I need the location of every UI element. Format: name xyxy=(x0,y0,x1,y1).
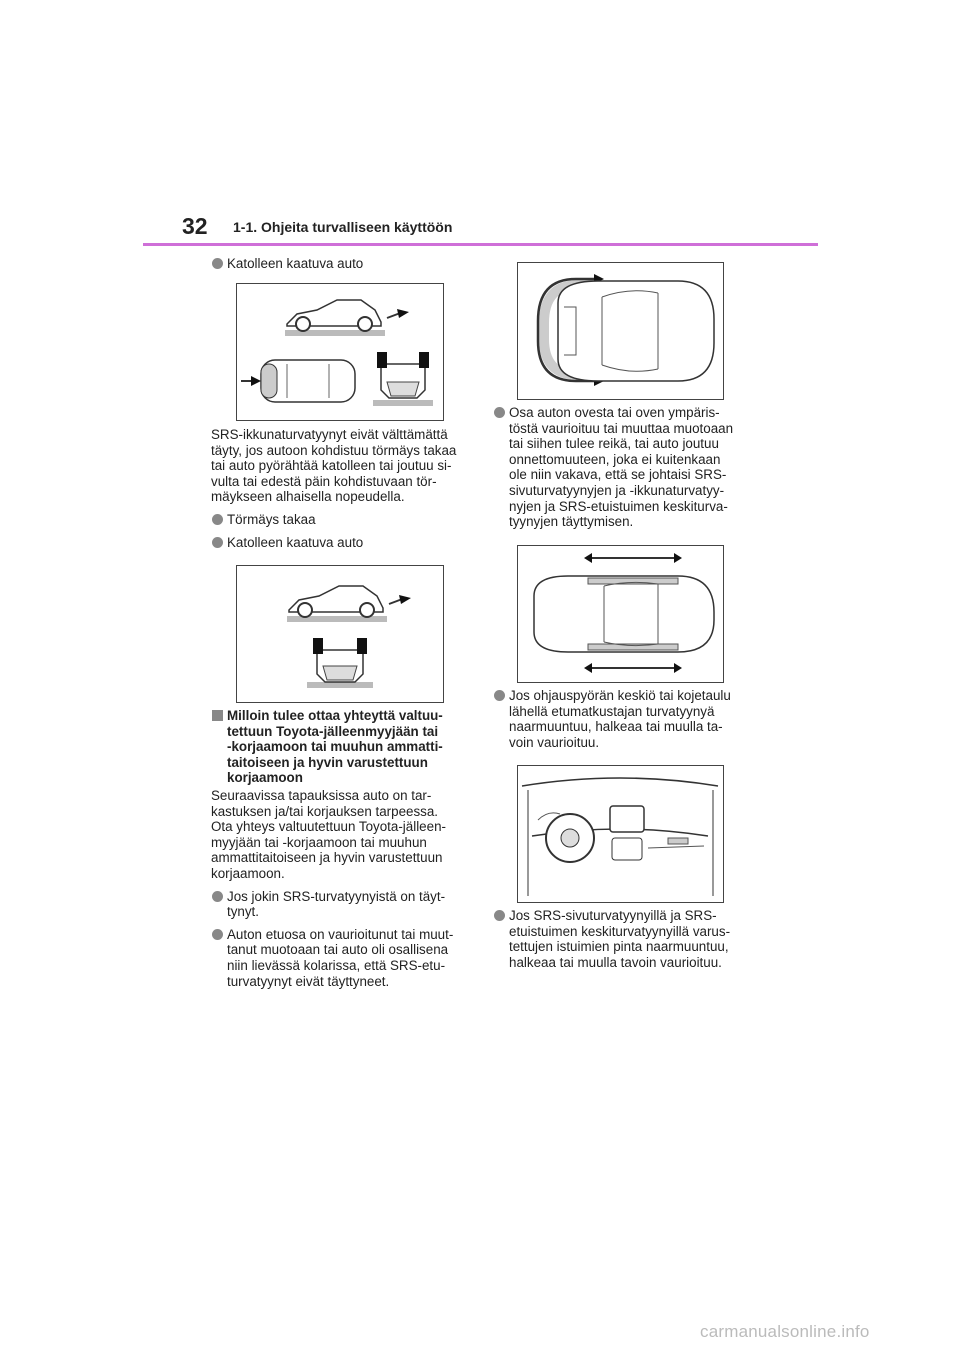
bullet-item: Jos jokin SRS-turvatyynyistä on täyt- tynyt. xyxy=(211,889,471,920)
right-column-top xyxy=(493,405,761,530)
bullet-item: Törmäys takaa xyxy=(211,512,471,528)
right-column-mid xyxy=(493,688,761,750)
bullet-item: Katolleen kaatuva auto xyxy=(211,535,471,551)
bullet-item: Jos SRS-sivuturvatyynyillä ja SRS- etuistuimen keskiturvatyynyillä varus- tettujen istuimien pinta naarmuuntuu, halkeaa tai muulla tavoin vaurioituu. xyxy=(493,908,761,970)
paragraph-srs-window: SRS-ikkunaturvatyynyt eivät välttämättä täyty, jos autoon kohdistuu törmäys takaa tai auto pyörähtää katolleen tai joutuu si- vulta tai edestä päin kohdistuvaan tör- mäykseen alhaisella nopeudella. xyxy=(211,427,457,505)
right-column-bottom xyxy=(493,908,761,970)
paragraph-service: Seuraavissa tapauksissa auto on tar- kastuksen ja/tai korjauksen tarpeessa. Ota yhteys valtuutettuun Toyota-jälleen- myyjään tai -korjaamoon tai muuhun ammattitaitoiseen ja hyvin varustettuun korjaamoon. xyxy=(211,787,446,881)
bullet-item: Katolleen kaatuva auto xyxy=(211,256,471,272)
section-heading: Milloin tulee ottaa yhteyttä valtuu- tettuun Toyota-jälleenmyyjään tai -korjaamoon tai muuhun ammatti- taitoiseen ja hyvin varustettuun korjaamoon xyxy=(211,708,471,786)
bullet-dot xyxy=(494,910,505,921)
page-number: 32 xyxy=(182,213,208,239)
bullet-dot xyxy=(212,537,223,548)
figure-side-airbags xyxy=(517,545,724,683)
figure-dashboard xyxy=(517,765,724,903)
bullet-item: Auton etuosa on vaurioitunut tai muut- tanut muotoaan tai auto oli osallisena niin lievässä kolarissa, että SRS-etu- turvatyynyt eivät täyttyneet. xyxy=(211,927,471,989)
figure-rollover-1 xyxy=(236,283,444,421)
figure-rollover-2 xyxy=(236,565,444,703)
bullet-dot xyxy=(494,407,505,418)
left-column-mid xyxy=(211,427,471,550)
figure-door-damage xyxy=(517,262,724,400)
left-column-top xyxy=(211,256,471,272)
bullet-dot xyxy=(494,690,505,701)
bullet-item: Osa auton ovesta tai oven ympäris- töstä vaurioituu tai muuttaa muotoaan tai siihen tulee reikä, tai auto joutuu onnettomuuteen, joka ei kuitenkaan ole niin vakava, että se johtaisi SRS- sivuturvatyynyjen ja -ikkunaturvatyy- nyjen ja SRS-etuistuimen keskiturva- tyynyjen täyttymisen. xyxy=(493,405,761,530)
left-column-bottom xyxy=(211,708,471,989)
header-rule xyxy=(143,243,818,246)
heading-square xyxy=(212,710,223,721)
watermark: carmanualsonline.info xyxy=(700,1322,870,1341)
bullet-dot xyxy=(212,929,223,940)
bullet-item: Jos ohjauspyörän keskiö tai kojetaulu lähellä etumatkustajan turvatyynyä naarmuuntuu, halkeaa tai muulla ta- voin vaurioituu. xyxy=(493,688,761,750)
bullet-dot xyxy=(212,514,223,525)
bullet-dot xyxy=(212,891,223,902)
section-title: 1-1. Ohjeita turvalliseen käyttöön xyxy=(233,219,453,235)
bullet-dot xyxy=(212,258,223,269)
